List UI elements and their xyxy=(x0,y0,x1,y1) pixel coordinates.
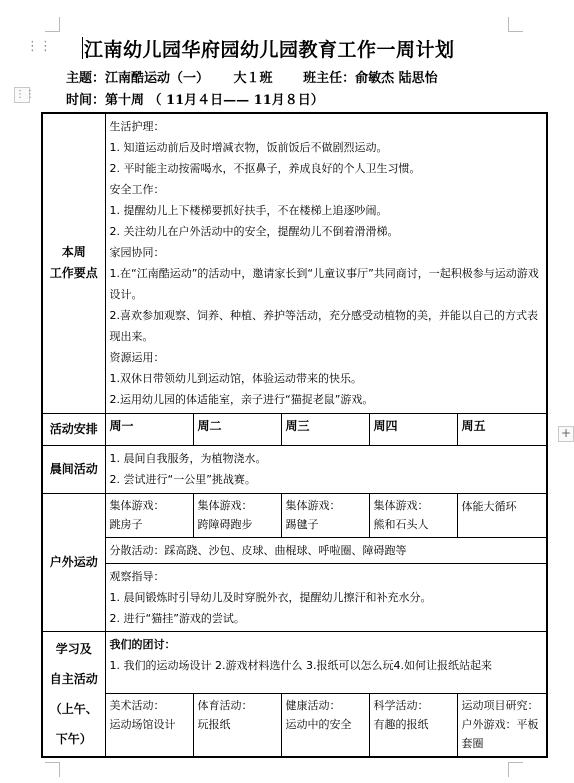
text-cursor xyxy=(82,37,83,59)
text-line: 健康活动： xyxy=(285,698,341,712)
text-line: 家园协同： xyxy=(109,246,165,259)
outdoor-guidance[interactable] xyxy=(105,563,547,631)
day-friday[interactable]: 周五 xyxy=(457,413,547,445)
day-wednesday[interactable]: 周三 xyxy=(281,413,369,445)
focus-label xyxy=(42,113,105,413)
text-line: 跳房子 xyxy=(109,517,143,531)
text-line: 运动场馆设计 xyxy=(109,717,176,731)
study-activity-friday[interactable] xyxy=(457,693,547,757)
study-label xyxy=(42,631,105,757)
outdoor-game-tuesday[interactable] xyxy=(193,493,281,537)
text-line: 安全工作： xyxy=(109,183,165,196)
text-line: 体育活动： xyxy=(197,698,253,712)
text-line: 2.运用幼儿园的体适能室，亲子进行“猫捉老鼠”游戏。 xyxy=(109,393,374,406)
outdoor-game-wednesday[interactable] xyxy=(281,493,369,537)
day-thursday[interactable]: 周四 xyxy=(369,413,457,445)
study-activity-wednesday[interactable] xyxy=(281,693,369,757)
text-line: 户外游戏：平板套圈 xyxy=(461,717,539,750)
page-title: 江南幼儿园华府园幼儿园教育工作一周计划 xyxy=(84,39,455,61)
text-line: 跨障碍跑步 xyxy=(197,517,253,531)
study-group-row xyxy=(42,631,547,693)
schedule-label: 活动安排 xyxy=(42,413,105,445)
focus-row xyxy=(42,113,547,413)
text-line: 运动项目研究： xyxy=(461,698,539,712)
text-line: 1.双休日带领幼儿到运动馆，体验运动带来的快乐。 xyxy=(109,372,362,385)
crop-mark-top-right xyxy=(508,17,523,32)
morning-label: 晨间活动 xyxy=(42,445,105,493)
text-line: 2. 尝试进行“一公里”挑战赛。 xyxy=(109,472,256,486)
text-line: 观察指导： xyxy=(109,569,165,583)
focus-content[interactable] xyxy=(105,113,547,413)
outdoor-game-thursday[interactable] xyxy=(369,493,457,537)
text-line: 集体游戏： xyxy=(373,498,429,512)
outdoor-label: 户外运动 xyxy=(42,493,105,631)
outdoor-game-monday[interactable] xyxy=(105,493,193,537)
outdoor-game-friday[interactable]: 体能大循环 xyxy=(457,493,547,537)
text-line: 集体游戏： xyxy=(197,498,253,512)
text-line: 下午） xyxy=(55,731,92,746)
class-text: 大１班 xyxy=(233,71,273,86)
text-line: 2.喜欢参加观察、饲养、种植、养护等活动，充分感受动植物的美，并能以自己的方式表现出来。 xyxy=(109,309,538,343)
text-line: 2. 平时能主动按需喝水，不抠鼻子，养成良好的个人卫生习惯。 xyxy=(109,162,421,175)
crop-mark-bottom-right xyxy=(508,762,523,777)
text-line: 本周 xyxy=(61,245,86,260)
outdoor-guidance-row xyxy=(42,563,547,631)
study-activities-row xyxy=(42,693,547,757)
crop-mark-bottom-left xyxy=(45,762,60,777)
text-line: 美术活动： xyxy=(109,698,165,712)
text-line: 集体游戏： xyxy=(285,498,341,512)
text-line: 1. 晨间锻炼时引导幼儿及时穿脱外衣，提醒幼儿擦汗和补充水分。 xyxy=(109,590,432,604)
text-line: 自主活动 xyxy=(49,671,98,686)
drag-handle-icon[interactable]: ⋮⋮ xyxy=(26,39,52,54)
text-line: 工作要点 xyxy=(49,266,98,281)
text-line: （上午、 xyxy=(49,701,98,716)
text-line: 资源运用： xyxy=(109,351,165,364)
text-line: 1. 提醒幼儿上下楼梯要抓好扶手，不在楼梯上追逐吵闹。 xyxy=(109,204,388,217)
outdoor-scattered-row xyxy=(42,537,547,563)
weekly-plan-table xyxy=(41,112,548,758)
day-tuesday[interactable]: 周二 xyxy=(193,413,281,445)
crop-mark-top-left xyxy=(45,17,60,32)
schedule-row xyxy=(42,413,547,445)
text-line: 有趣的报纸 xyxy=(373,717,429,731)
text-line: 踢毽子 xyxy=(285,517,319,531)
morning-row xyxy=(42,445,547,493)
text-line: 生活护理： xyxy=(109,120,165,133)
text-line: 我们的团讨： xyxy=(109,637,176,651)
text-line: 玩报纸 xyxy=(197,717,231,731)
day-monday[interactable]: 周一 xyxy=(105,413,193,445)
text-line: 1. 晨间自我服务，为植物浇水。 xyxy=(109,451,267,465)
theme-text: 主题：江南酷运动（一） xyxy=(66,71,210,86)
text-line: 集体游戏： xyxy=(109,498,165,512)
text-line: 2. 进行“猫挂”游戏的尝试。 xyxy=(109,611,245,625)
text-line: 1. 知道运动前后及时增减衣物，饭前饭后不做剧烈运动。 xyxy=(109,141,388,154)
block-handle-icon[interactable]: ⋮⋮ xyxy=(14,87,30,103)
text-line: 1. 我们的运动场设计 2.游戏材料选什么 3.报纸可以怎么玩4.如何让报纸站起来 xyxy=(109,658,492,672)
text-line: 科学活动： xyxy=(373,698,429,712)
outdoor-scattered[interactable]: 分散活动：踩高跷、沙包、皮球、曲棍球、呼啦圈、障碍跑等 xyxy=(105,537,547,563)
add-column-icon[interactable]: + xyxy=(558,426,574,442)
text-line: 运动中的安全 xyxy=(285,717,352,731)
study-activity-monday[interactable] xyxy=(105,693,193,757)
header-meta-line xyxy=(66,67,458,86)
text-line: 2. 关注幼儿在户外活动中的安全，提醒幼儿不倒着滑滑梯。 xyxy=(109,225,399,238)
text-line: 学习及 xyxy=(55,641,92,656)
text-line: 1.在“江南酷运动”的活动中，邀请家长到“儿童议事厅”共同商讨，一起积极参与运动游戏设计。 xyxy=(109,267,539,301)
teacher-text: 班主任：俞敏杰 陆思怡 xyxy=(303,71,438,86)
outdoor-games-row xyxy=(42,493,547,537)
study-group-discussion[interactable] xyxy=(105,631,547,693)
study-activity-thursday[interactable] xyxy=(369,693,457,757)
time-text: 时间：第十周 （ 11月４日—— 11月８日） xyxy=(66,93,324,108)
morning-content[interactable] xyxy=(105,445,547,493)
study-activity-tuesday[interactable] xyxy=(193,693,281,757)
text-line: 熊和石头人 xyxy=(373,517,429,531)
